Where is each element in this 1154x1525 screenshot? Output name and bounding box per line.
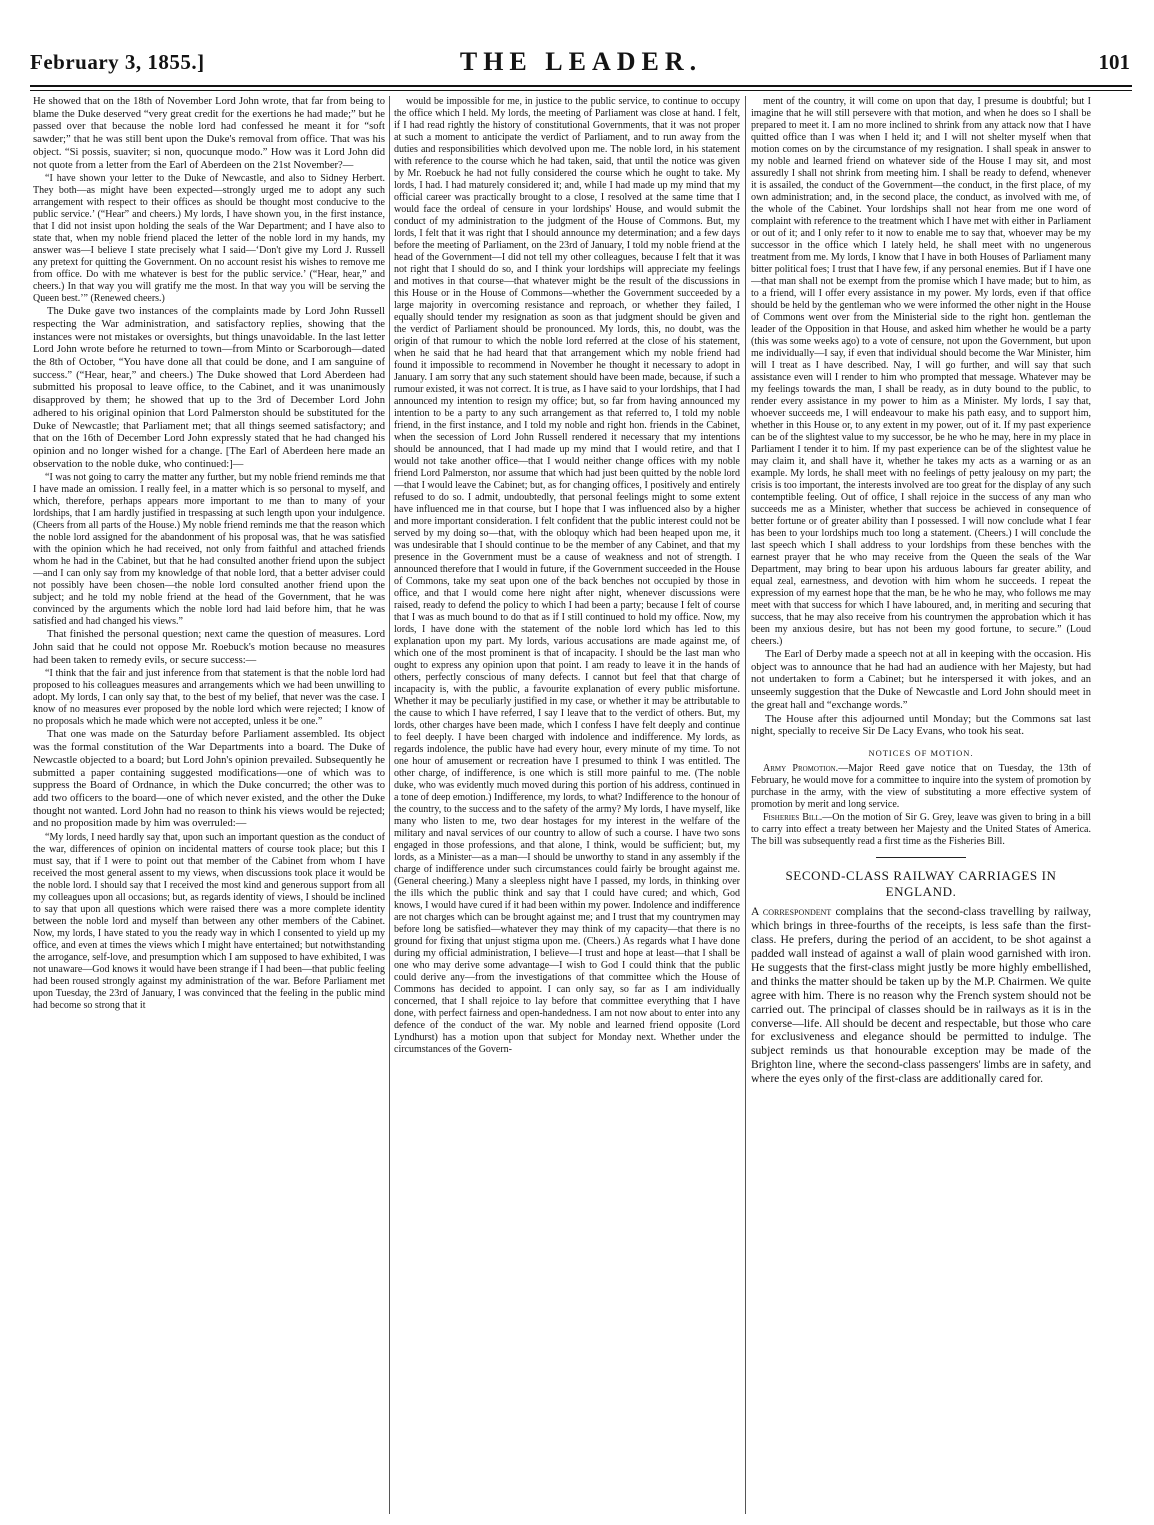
notice-lead: Fisheries Bill. [763,812,823,824]
paragraph: The Duke gave two instances of the complaints made by Lord John Russell respecting the War administration, and satisfactory replies, showing that the instances were not mistakes or oversights, but things unavoidable. In the last letter Lord John wrote before he returned to town—from Minto or Scarborough—dated the 8th of October, “You have done all that could be done, and I am sanguine of success.” (“Hear, hear,” and cheers.) The Duke showed that Lord Aberdeen had submitted his proposal to leave office, to the Cabinet, and it was unanimously disapproved by them; he showed that up to the 3rd of December Lord John adhered to his original opinion that Lord Palmerston should be substituted for the Duke of Newcastle; that Parliament met; that all things seemed satisfactory; and that on the 16th of December Lord John expressly stated that he had changed his opinion and no longer wished for a change. [The Earl of Aberdeen here made an observation to the noble duke, who continued:]— [33,306,385,470]
quote-paragraph: ment of the country, it will come on upon that day, I presume is doubtful; but I imagine that he will still persevere with that motion, and when he does so I shall be prepared to meet it. I am no more inclined to shrink from any attack now that I have quitted office than I was when I held it; and I will not shelter myself when that motion comes on by the circumstance of my resignation. I shall speak in answer to my noble and learned friend on whatever side of the House I may sit, and most assuredly I shall not shrink from meeting him. I shall be ready to defend, whenever it is assailed, the conduct of the Government—the conduct, in the first place, of my own administration; and, in the second place, the conduct, as involved with me, of the whole of the Cabinet. Your lordships shall not hear from me one word of complaint with reference to the treatment which I have met with either in Parliament or out of it; and I only refer to it now to enable me to say that, whoever may be my successor in the office which I lately held, he shall meet with no ungenerous treatment from me. My lords, I know that I have in both Houses of Parliament many bitter political foes; I trust that I have few, if any personal enemies. But if I have one—that man shall not be exempt from the promise which I have made; but to him, as to a friend, will I offer every assistance in my power. My lords, even if that office should be held by the gentleman who we were informed the other night in the House of Commons went over from the Ministerial side to the right hon. gentleman the leader of the Opposition in that House, and asked him whether he would be a party (this was some weeks ago) to a vote of censure, not upon the Government, but upon me individually—I say, if even that individual should become the War Minister, him will I treat as I have described. Nay, I will go further, and will say that such assistance even will I render to him who prompted that message. Whatever may be my feelings towards the man, I shall be ready, as in duty bound to the public, to render every assistance in my power to him as a Minister. My lords, I say that, whoever succeeds me, I will endeavour to make his path easy, and to support him, whether in this House or, to any extent in my power, out of it. If my past experience can be of the slightest value to my successor, be he who he may, here in my place in Parliament I tender it to him. If my past experience can be of the slightest value he may claim it, and shall have it, whether he takes my acts as a warning or as an example. My lords, he shall meet with no feelings of petty jealousy on my part; the crisis is too important, the interests involved are too great for the display of any such contemptible feeling. Out of office, I shall rejoice in the success of any man who succeeds me as a Minister, whether that success be achieved in consequence of better fortune or of greater ability than I possessed. I will now conclude what I fear has been to your lordships much too long a statement. (Cheers.) I will conclude the last speech which I shall address to your lordships from these benches with the earnest prayer that he who may receive from the Queen the seals of the War Department, may bring to bear upon his arduous labours far greater ability, and equal zeal, earnestness, and devotion with him whom he succeeds. I repeat the expression of my earnest hope that the man, be he who he may, who follows me may meet with that success for which I have laboured, and, in meriting and securing that success, that he may also receive from his countrymen the approbation which it has been my anxious desire, but has not been my good fortune, to secure.” (Loud cheers.) [751,96,1091,647]
article-body [751,905,1091,1086]
notices-heading: NOTICES OF MOTION. [868,747,974,758]
notice-text: —On the motion of Sir G. Grey, leave was given to bring in a bill to carry into effect a treaty between her Majesty and the United States of America. The bill was subsequently read a first time as the Fisheries Bill. [751,812,1091,848]
column-divider [389,96,390,1514]
column-divider [745,96,746,1514]
article-heading-line: ENGLAND. [885,883,957,899]
paragraph: That finished the personal question; next came the question of measures. Lord John said that he could not oppose Mr. Roebuck's motion because no measures had been taken to remedy evils, or secure success:— [33,629,385,666]
masthead [30,46,1132,86]
paragraph: That one was made on the Saturday before Parliament assembled. Its object was the formal constitution of the War Departments into a board. The Duke of Newcastle objected to a board; but Lord John's opinion prevailed. Subsequently he submitted a paper containing suggested modifications—one of which was to suppress the Board of Ordnance, in which the Duke concurred; the other was to add two officers to the board—one of which never existed, and the other the Duke thought not wanted. Lord John had no reason to think his views would be rejected; and no proposition made by him was overruled:— [33,729,385,830]
issue-date: February 3, 1855.] [30,50,205,74]
article-heading-line: SECOND-CLASS RAILWAY CARRIAGES IN [785,868,1057,884]
column-1 [33,96,385,1516]
notice-item [751,812,1091,848]
article-lead: A correspondent [751,905,832,919]
quote-paragraph: “I was not going to carry the matter any further, but my noble friend reminds me that I have made an omission. I really feel, in a matter which is so personal to myself, and which, therefore, perhaps appears more important to me than to many of your lordships, that I am hardly justified in trespassing at such length upon your indulgence. (Cheers from all parts of the House.) My noble friend reminds me that the reason which the noble lord assigned for the abandonment of his proposal was, that he was satisfied with the opinion which he had received, not only from faithful and attached friends whom he had in the Cabinet, but that he had consulted another friend upon the subject—and I can only say from my knowledge of that noble lord, that a better adviser could not possibly have been chosen—the noble lord consulted another friend upon the subject; and he told my noble friend at the head of the Government, that he was convinced by the arguments which the noble lord had laid before him, that he was satisfied and had changed his views.” [33,472,385,628]
paragraph: He showed that on the 18th of November Lord John wrote, that far from being to blame the Duke deserved “very great credit for the exertions he had made;” but he passed over that because the noble lord had confessed he meant it for “soft sawder;” that he was still bent upon the Duke's removal from office. That was his object. “Si possis, suaviter; si non, quocunque modo.” How was it Lord John did not quote from a letter from the Earl of Aberdeen on the 21st November?— [33,96,385,171]
article-text: complains that the second-class travelling by railway, which brings in three-fourths of the receipts, is less safe than the first-class. He prefers, during the period of an accident, to be shot against a padded wall instead of against a wall of plain wood garnished with iron. He suggests that the first-class might justly be more highly embellished, and thinks the matter should be taken up by the M.P. Chairmen. We quite agree with him. There is no reason why the French system should not be carried out. The principal of classes should be in railways as it is in the converse—life. All should be decent and respectable, but those who care for exclusiveness and elegance should be permitted to indulge. The subject reminds us that honourable exception may be made of the Brighton line, where the second-class passengers' limbs are in safety, and where the eyes only of the first-class are additionally cared for. [751,905,1091,1086]
quote-paragraph: “I have shown your letter to the Duke of Newcastle, and also to Sidney Herbert. They both—as might have been expected—strongly urged me to adopt any such arrangement with respect to their offices as should be thought most conducive to the public service.’ (“Hear” and cheers.) My lords, I have shown you, in the first instance, that I did not insist upon holding the seals of the War Department; and I have also to state that, when my noble friend placed the letter of the noble lord in my hands, my answer was—I believe I state precisely what I said—‘Don't give my Lord J. Russell any pretext for quitting the Government. On no account resist his wishes to remove me from office. Do with me whatever is best for the public service.’ (“Hear, hear,” and cheers.) In that way you will gratify me the most. In that way you will be serving the Queen best.’” (Renewed cheers.) [33,173,385,305]
quote-paragraph: “I think that the fair and just inference from that statement is that the noble lord had proposed to his colleagues measures and arrangements which we had been unwilling to adopt. My lords, I can only say that, to the best of my belief, that never was the case. I know of no measures ever proposed by the noble lord which were rejected; I know of no proposals which he made which were not accepted, unless it be one.” [33,668,385,728]
notice-item [751,763,1091,811]
newspaper-title: THE LEADER. [459,47,703,76]
quote-paragraph: would be impossible for me, in justice to the public service, to continue to occupy the office which I held. My lords, the meeting of Parliament was close at hand. I felt, if I had read rightly the history of constitutional Governments, that it was not proper at such a moment to anticipate the verdict of Parliament, and to run away from the duties and responsibilities which devolved upon me. The noble lord, in his statement with reference to the course which he had taken, said, that until the notice was given by Mr. Roebuck he had not fully considered the course which he ought to take. My lords, I had. I had maturely considered it; and, while I had made up my mind that my official career was practically brought to a close, I resolved at the same time that I would face the ordeal of censure in your lordships' House, and would submit the conduct of my administration to the judgment of the House of Commons. But, my lords, I felt that it was right that I should announce my determination; and a few days before the meeting of Parliament, on the 23rd of January, I told my noble friend at the head of the Government—I did not tell my other colleagues, because I felt that it was not right that I should do so, and I think your lordships will appreciate my feelings and motives in that course—that whatever might be the result of the discussions in this House or in the House of Commons—whether the Government succeeded by a large majority in overcoming resistance and reproach, or whether they failed, I equally should tender my resignation as soon as that judgment should be given and the verdict of Parliament should be pronounced. My lords, this, no doubt, was the origin of that rumour to which the noble lord referred at the close of his statement, when he said that he had heard that that arrangement which my noble friend had found it impossible to recommend in November he thought it necessary to adopt in January. I am sorry that any such statement should have been made, because, if such a rumour existed, it was not correct. It is true, as I have said to your lordships, that I had announced my intention to resign my office; but, so far from having announced my intention to be a party to any such arrangement as that referred to, I told my noble friend, in the first instance, and I told my noble and right hon. friends in the Cabinet, when the secession of Lord John Russell rendered it necessary that my intentions should be announced, that I had made up my mind that I would retire, and that I would not take another office—that I would neither change offices with my noble friend Lord Palmerston, nor assume that which had just been quitted by the noble lord—that I would leave the Cabinet; but, as for changing offices, I positively and entirely refused to do so. I admit, undoubtedly, that personal feelings might to some extent have influenced me in that course, but I hope that I was influenced also by a higher and more important consideration. I felt confident that the public interest could not be served by my doing so—that, with the obloquy which had been heaped upon me, it was undesirable that I should continue to be the member of any Cabinet, and that my presence in the Government must be a cause of weakness and not of strength. I announced therefore that I would in future, if the Government succeeded in the House of Commons, take my seat upon one of the back benches not occupied by those in office, and that I would come here night after night, whenever discussions were raised, ready to defend the policy to which I had been a party; because I felt of course that I was as much bound to do that as if I still continued to hold my office. Now, my lords, I have done with the statement of the noble lord which has led to this explanation upon my part. My lords, various accusations are made against me, of which one of the most prominent is that of incapacity. I should be the last man who ought to express any opinion upon that point. I am ready to leave it in the hands of others, perfectly conscious of many defects. I cannot but feel that that charge of incapacity is, with the public, a favourite explanation of every public misfortune. Whether it may be peculiarly justified in my case, or whether it may be attributable to the cause to which I have referred, I say I leave that to the verdict of others. But, my lords, other charges have been made, which I confess I have felt deeply and continue to feel deeply. I have been charged with indolence and indifference. My lords, as regards indolence, the public have had every hour, every minute of my time. To not one hour of amusement or recreation have I presumed to think I was entitled. The other charge, of indifference, is one which is still more painful to me. (The noble duke, who was evidently much moved during this portion of his address, continued in a tone of deep emotion.) Indifference, my lords, to what? Indifference to the honour of the country, to the success and to the safety of the army? My lords, I have myself, like many who listen to me, two dear hostages for my interest in the welfare of the military and naval services of our country to allow of such a course. I have two sons engaged in those professions, and that alone, I think, would be sufficient; but, my lords, as a Minister—as a man—I should be unworthy to stand in any assembly if the charge of indifference under such circumstances could fairly be brought against me. (General cheering.) Many a sleepless night have I passed, my lords, in thinking over the ills which the public think and say that I could have cured; and which, God knows, I would have cured if it had been within my power. Indolence and indifference are not charges which can be brought against me; and I trust that my countrymen may before long be satisfied—whatever they may think of my capacity—that there is no ground for fixing that unjust stigma upon me. (Cheers.) As regards what I have done during my official administration, I believe—I trust and hope at least—that I shall be one who may derive some advantage—I wish to God I could think that the public could derive any—from the investigations of that committee which the House of Commons has decided to appoint. I can only say, so far as I am individually concerned, that I shall rejoice to lay before that committee everything that I have done, with perfect fairness and open-handedness. I am not now about to enter into any defence of the conduct of the war. My noble and learned friend opposite (Lord Lyndhurst) has a motion upon that subject for Monday next. Whether under the circumstances of the Govern- [394,96,740,1055]
paragraph: The Earl of Derby made a speech not at all in keeping with the occasion. His object was to announce that he had had an audience with her Majesty, but had not undertaken to form a Cabinet; but he interspersed it with jokes, and an unseemly suggestion that the Duke of Newcastle and Lord John should meet in the great hall and “exchange words.” [751,649,1091,711]
paragraph: The House after this adjourned until Monday; but the Commons sat last night, specially to receive Sir De Lacy Evans, who took his seat. [751,713,1091,738]
quote-paragraph: “My lords, I need hardly say that, upon such an important question as the conduct of the war, differences of opinion on incidental matters of course took place; but this I must say, that if I were to point out that member of the Cabinet from whom I have received the most general assent to my views, when discussions took place it would be the noble lord. I should say that I received the most kind and generous support from all my colleagues upon all occasions; but, as regards identity of views, I should be inclined to say that upon all questions which were raised there was a more complete identity between the noble lord and myself than between any other members of the Cabinet. Now, my lords, I have stated to you the ready way in which I consented to yield up my office, and even at times the views which I might have entertained; but notwithstanding the arrogance, self-love, and presumption which I am supposed to have exhibited, I was not unaware—God knows it would have been strange if I had been—that public feeling had been roused strongly against my administration of the war. Before Parliament met upon Tuesday, the 23rd of January, I was convinced that the feeling in the public mind had become so strong that it [33,832,385,1012]
notice-text: —Major Reed gave notice that on Tuesday, the 13th of February, he would move for a committee to inquire into the system of promotion by purchase in the army, with the view of substituting a more effective system of promotion by merit and long service. [751,763,1091,811]
page-number: 101 [1098,50,1130,74]
column-2 [394,96,740,1516]
section-separator [876,857,966,858]
masthead-rule-thin [30,90,1132,91]
column-3 [751,96,1091,1516]
notice-lead: Army Promotion. [763,763,839,775]
article-heading [751,868,1091,899]
masthead-rule [30,85,1132,87]
